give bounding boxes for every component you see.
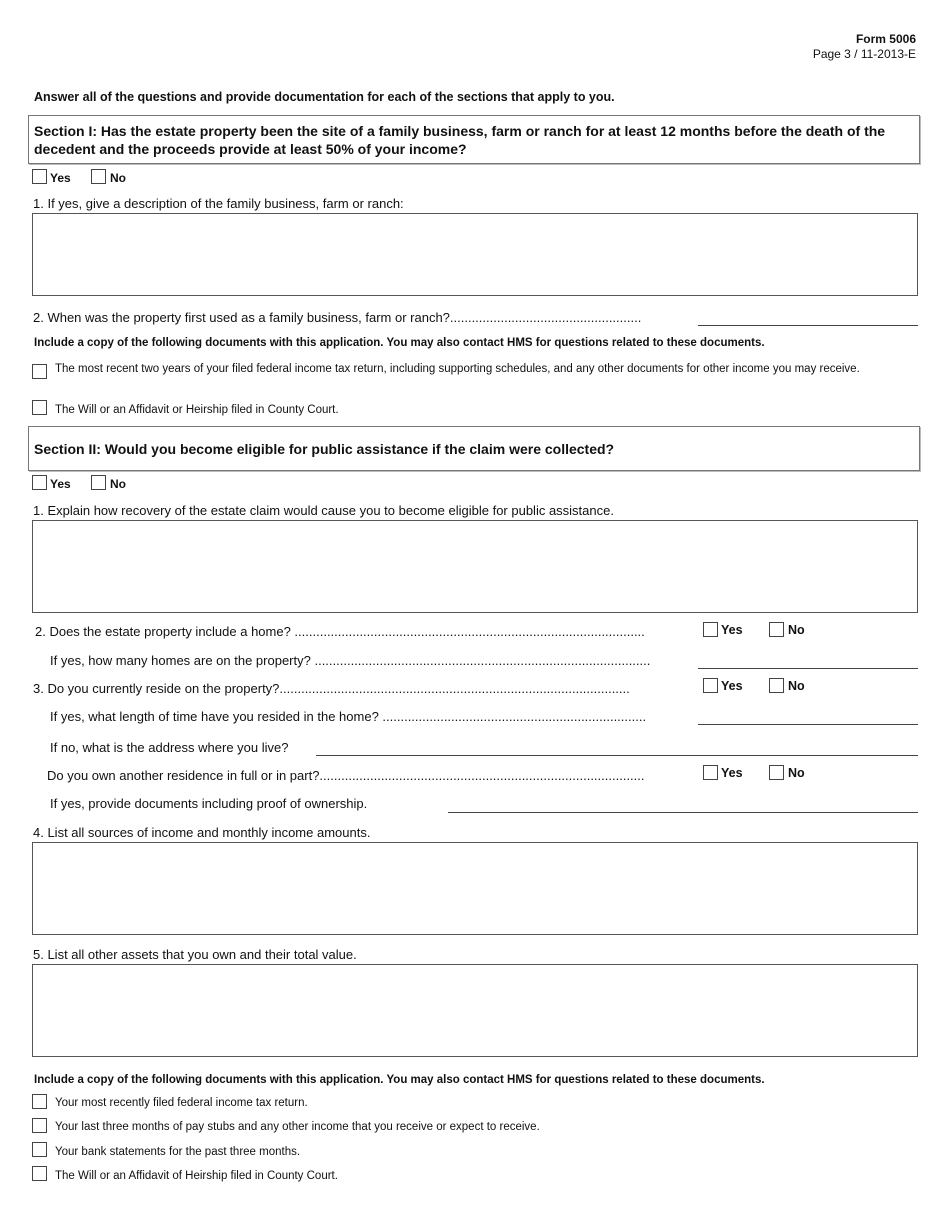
section-1-yes-checkbox[interactable] bbox=[32, 169, 47, 184]
public-assistance-explanation-field[interactable] bbox=[32, 520, 918, 613]
section-1-question-1: 1. If yes, give a description of the family business, farm or ranch: bbox=[33, 196, 404, 211]
bank-statements-checkbox[interactable] bbox=[32, 1142, 47, 1157]
ownership-proof-question: If yes, provide documents including proof of ownership. bbox=[50, 796, 368, 811]
other-residence-no-checkbox[interactable] bbox=[769, 765, 784, 780]
business-description-field[interactable] bbox=[32, 213, 918, 296]
section-2-include-note: Include a copy of the following documents with this application. You may also contact HMS for questions related to these documents. bbox=[34, 1074, 765, 1086]
will-affidavit-checkbox[interactable] bbox=[32, 400, 47, 415]
current-address-question: If no, what is the address where you live? bbox=[50, 740, 289, 755]
section-2-question-3: 3. Do you currently reside on the property?................................................................................................. bbox=[33, 681, 630, 696]
homes-count-field[interactable] bbox=[698, 668, 918, 669]
section-1-question-2: 2. When was the property first used as a family business, farm or ranch?..................................................... bbox=[33, 310, 642, 325]
form-number: Form 5006 bbox=[855, 32, 916, 46]
section-2-question-5: 5. List all other assets that you own and their total value. bbox=[33, 947, 357, 962]
section-2-yes-label: Yes bbox=[50, 477, 71, 491]
bank-statements-label: Your bank statements for the past three months. bbox=[55, 1146, 301, 1158]
will-affidavit-doc-label: The Will or an Affidavit or Heirship filed in County Court. bbox=[55, 404, 339, 416]
other-residence-question: Do you own another residence in full or in part?.......................................................................................... bbox=[47, 768, 645, 783]
section-1-title: Section I: Has the estate property been the site of a family business, farm or ranch for at least 12 months before the death of the decedent and the proceeds provide at least 50% of your income? bbox=[28, 115, 920, 164]
reside-yes-checkbox[interactable] bbox=[703, 678, 718, 693]
home-no-label: No bbox=[788, 623, 805, 637]
home-no-checkbox[interactable] bbox=[769, 622, 784, 637]
page-number: Page 3 / 11-2013-E bbox=[812, 47, 916, 61]
section-1-no-checkbox[interactable] bbox=[91, 169, 106, 184]
home-yes-label: Yes bbox=[721, 623, 743, 637]
section-2-question-4: 4. List all sources of income and monthly income amounts. bbox=[33, 825, 371, 840]
reside-no-label: No bbox=[788, 679, 805, 693]
reside-yes-label: Yes bbox=[721, 679, 743, 693]
section-2-no-checkbox[interactable] bbox=[91, 475, 106, 490]
first-used-date-field[interactable] bbox=[698, 325, 918, 326]
tax-return-checkbox[interactable] bbox=[32, 364, 47, 379]
home-yes-checkbox[interactable] bbox=[703, 622, 718, 637]
intro-instructions: Answer all of the questions and provide documentation for each of the sections that apply to you. bbox=[34, 90, 615, 104]
reside-no-checkbox[interactable] bbox=[769, 678, 784, 693]
other-assets-field[interactable] bbox=[32, 964, 918, 1057]
tax-return-doc-label: The most recent two years of your filed federal income tax return, including supporting schedules, and any other documents for other income you may receive. bbox=[55, 363, 860, 375]
ownership-proof-field[interactable] bbox=[448, 812, 918, 813]
section-1-include-note: Include a copy of the following documents with this application. You may also contact HMS for questions related to these documents. bbox=[34, 337, 765, 349]
section-2-question-2: 2. Does the estate property include a home? ................................................................................................. bbox=[35, 624, 645, 639]
other-residence-yes-checkbox[interactable] bbox=[703, 765, 718, 780]
pay-stubs-label: Your last three months of pay stubs and any other income that you receive or expect to receive. bbox=[55, 1121, 540, 1133]
residence-length-question: If yes, what length of time have you resided in the home? ......................................................................... bbox=[50, 709, 647, 724]
section-2-title: Section II: Would you become eligible for public assistance if the claim were collected? bbox=[28, 426, 920, 471]
will-heirship-checkbox[interactable] bbox=[32, 1166, 47, 1181]
other-residence-no-label: No bbox=[788, 766, 805, 780]
section-1-yes-label: Yes bbox=[50, 171, 71, 185]
recent-tax-return-checkbox[interactable] bbox=[32, 1094, 47, 1109]
will-heirship-label: The Will or an Affidavit of Heirship filed in County Court. bbox=[55, 1170, 338, 1182]
current-address-field[interactable] bbox=[316, 755, 918, 756]
section-2-question-1: 1. Explain how recovery of the estate claim would cause you to become eligible for public assistance. bbox=[33, 503, 614, 518]
recent-tax-return-label: Your most recently filed federal income tax return. bbox=[55, 1097, 308, 1109]
pay-stubs-checkbox[interactable] bbox=[32, 1118, 47, 1133]
section-2-no-label: No bbox=[110, 477, 126, 491]
section-1-no-label: No bbox=[110, 171, 126, 185]
homes-count-question: If yes, how many homes are on the property? ............................................................................................. bbox=[50, 653, 651, 668]
section-2-yes-checkbox[interactable] bbox=[32, 475, 47, 490]
income-sources-field[interactable] bbox=[32, 842, 918, 935]
other-residence-yes-label: Yes bbox=[721, 766, 743, 780]
residence-length-field[interactable] bbox=[698, 724, 918, 725]
